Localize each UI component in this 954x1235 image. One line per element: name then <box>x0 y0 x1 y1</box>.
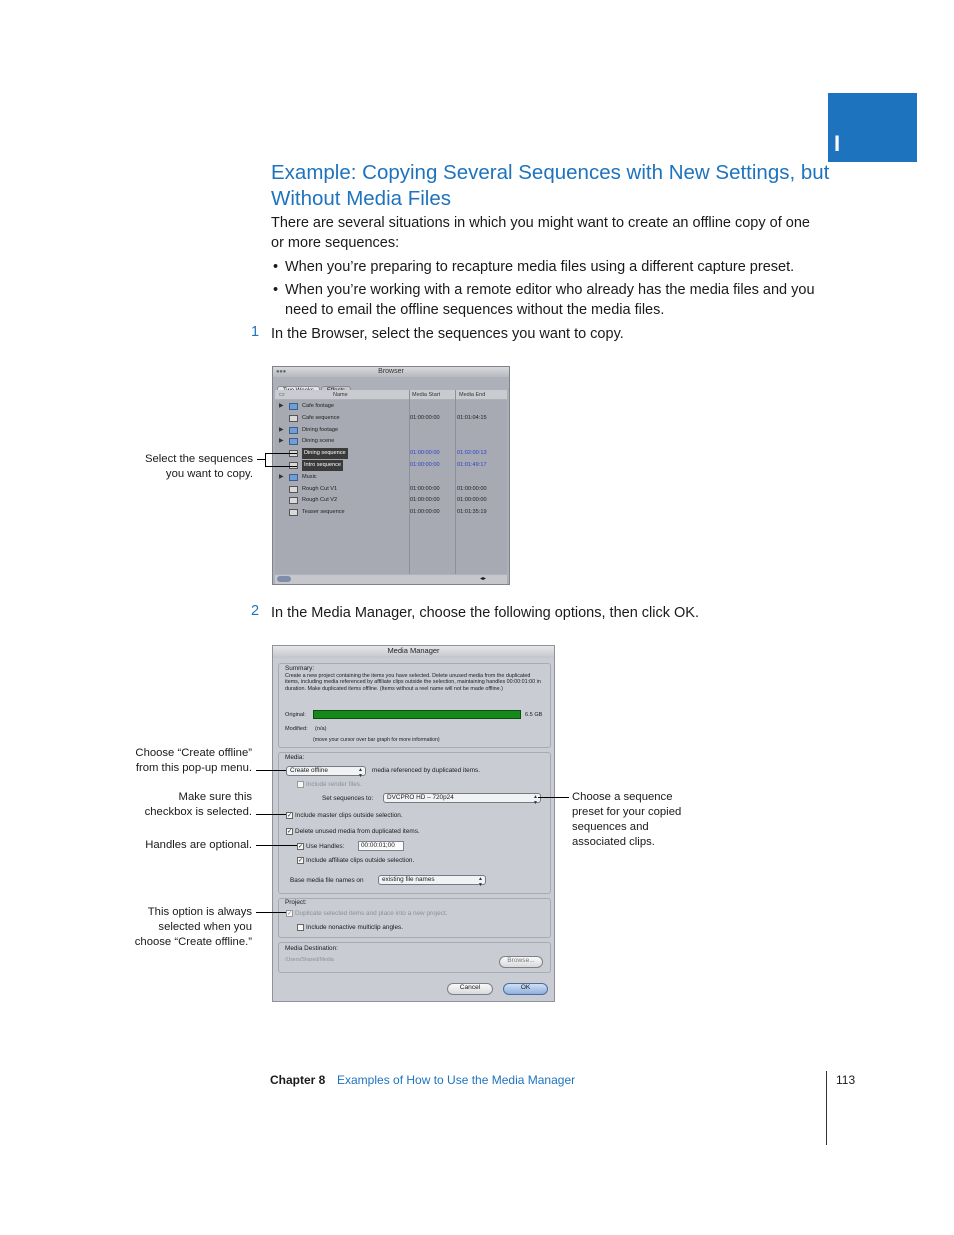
row-name: Rough Cut V2 <box>302 497 338 504</box>
leader-line <box>265 466 297 467</box>
leader-line <box>256 845 297 846</box>
chapter-tab-label: I <box>834 131 841 156</box>
callout-line: preset for your copied <box>572 806 682 818</box>
callout-line: Make sure this <box>178 791 252 803</box>
column-divider <box>409 390 410 574</box>
row-media-start: 01:00:00:00 <box>410 485 440 492</box>
browser-column-header <box>275 390 507 399</box>
column-media-end[interactable]: Media End <box>459 392 486 398</box>
disclosure-triangle-icon[interactable]: ▶ <box>279 473 284 480</box>
row-media-end: 01:00:00:00 <box>457 485 487 492</box>
step-number-1: 1 <box>251 324 260 340</box>
browser-row[interactable] <box>275 448 507 459</box>
page-number: 113 <box>836 1073 856 1087</box>
browser-row[interactable] <box>275 472 507 483</box>
browser-row[interactable] <box>275 436 507 447</box>
summary-label: Summary: <box>285 665 315 672</box>
include-affiliate-label: Include affiliate clips outside selection. <box>306 857 415 864</box>
callout-make-sure <box>100 790 252 820</box>
media-label: Media: <box>285 754 305 761</box>
bullet-dot-2: • <box>273 282 279 298</box>
browser-title: Browser <box>273 367 509 377</box>
leader-bracket <box>265 453 266 466</box>
leader-line <box>256 912 286 913</box>
include-master-checkbox[interactable]: ✓ <box>287 813 293 819</box>
sequence-icon <box>289 509 298 516</box>
callout-handles <box>100 838 252 853</box>
ok-button[interactable]: OK <box>503 983 548 995</box>
use-handles-checkbox[interactable]: ✓ <box>298 844 304 850</box>
callout-line: checkbox is selected. <box>144 806 252 818</box>
row-media-end: 01:01:49:17 <box>457 462 487 468</box>
original-label: Original: <box>285 712 306 718</box>
include-master-label: Include master clips outside selection. <box>295 812 403 819</box>
media-manager-dialog <box>272 645 555 1002</box>
include-nonactive-checkbox[interactable] <box>297 924 304 931</box>
bin-folder-icon <box>289 438 298 445</box>
browser-row[interactable] <box>275 507 507 518</box>
footer-chapter-title[interactable]: Examples of How to Use the Media Manager <box>337 1073 576 1087</box>
modified-value: (n/a) <box>315 726 327 732</box>
modified-label: Modified: <box>285 726 308 732</box>
leader-line <box>538 797 569 798</box>
sequence-preset-popup[interactable] <box>383 793 541 806</box>
callout-select-sequences <box>120 452 253 482</box>
delete-unused-checkbox[interactable]: ✓ <box>287 829 293 835</box>
browser-row[interactable] <box>275 413 507 424</box>
scroll-arrows-icon[interactable]: ◂▸ <box>480 576 487 582</box>
step-text-1: In the Browser, select the sequences you want to copy. <box>271 326 624 342</box>
sequence-icon <box>289 497 298 504</box>
header-icon: ▭ <box>279 392 285 398</box>
bin-folder-icon <box>289 474 298 481</box>
disclosure-triangle-icon[interactable]: ▶ <box>279 438 284 445</box>
sequence-preset-value: DVCPRO HD – 720p24 <box>387 794 454 801</box>
media-mode-suffix: media referenced by duplicated items. <box>372 767 480 774</box>
include-render-label: Include render files. <box>306 781 362 788</box>
callout-line: sequences and <box>572 821 649 833</box>
sequence-icon <box>289 486 298 493</box>
callout-line: Choose a sequence <box>572 791 673 803</box>
use-handles-label: Use Handles: <box>306 843 345 850</box>
leader-line <box>256 770 286 771</box>
step-text-2: In the Media Manager, choose the following options, then click OK. <box>271 605 699 621</box>
original-size-bar[interactable] <box>313 710 521 719</box>
browser-tab-bar <box>277 379 352 389</box>
footer-chapter: Chapter 8 <box>270 1073 326 1087</box>
bar-graph-hint: (move your cursor over bar graph for more information) <box>313 737 440 743</box>
section-heading: Example: Copying Several Sequences with New Settings, but Without Media Files <box>271 161 830 210</box>
row-media-end: 01:01:04:15 <box>457 414 487 421</box>
sequence-icon <box>289 415 298 422</box>
summary-text: Create a new project containing the items you have selected. Delete unused media from the duplicated items, including media referenced by affiliate clips outside the selection, maintaining handles 00:00:01:00 in duration. Make duplicated items offline. (Items without a reel name will not be made offline.) <box>285 673 541 692</box>
bullet-item-1: When you’re preparing to recapture media files using a different capture preset. <box>285 259 795 275</box>
row-name: Teaser sequence <box>302 509 345 516</box>
row-name: Dining sequence <box>302 448 348 459</box>
bullet-item-2: When you’re working with a remote editor who already has the media files and you need to email the offline sequences without the media files. <box>285 282 815 318</box>
bullet-dot-1: • <box>273 259 279 275</box>
media-mode-value: Create offline <box>290 767 328 774</box>
browser-item-list <box>275 400 507 574</box>
callout-line: selected when you <box>158 921 252 933</box>
bin-folder-icon <box>289 403 298 410</box>
browser-row[interactable] <box>275 495 507 506</box>
row-name: Dining footage <box>302 426 339 433</box>
original-size: 6.5 GB <box>525 712 543 718</box>
footer-divider <box>826 1071 827 1145</box>
browser-row[interactable] <box>275 460 507 471</box>
browser-window <box>272 366 510 585</box>
destination-path: /Users/Shared/Media <box>285 957 334 963</box>
destination-label: Media Destination: <box>285 945 338 952</box>
cancel-button[interactable]: Cancel <box>447 983 493 995</box>
popup-arrow-icon: ▲ ▼ <box>478 876 483 888</box>
handles-field[interactable]: 00:00:01;00 <box>358 841 404 851</box>
duplicate-items-checkbox[interactable]: ✓ <box>287 911 293 917</box>
callout-line: you want to copy. <box>165 468 253 480</box>
browser-row[interactable] <box>275 401 507 412</box>
project-group <box>278 898 551 938</box>
disclosure-triangle-icon[interactable]: ▶ <box>279 403 284 409</box>
callout-line: from this pop-up menu. <box>135 762 252 774</box>
scroll-thumb[interactable] <box>277 576 291 582</box>
row-media-start: 01:00:00:00 <box>410 462 440 468</box>
chapter-tab <box>828 93 917 162</box>
callout-create-offline <box>100 746 252 776</box>
row-name: Rough Cut V1 <box>302 485 338 492</box>
delete-unused-label: Delete unused media from duplicated items. <box>295 828 420 835</box>
row-name: Intro sequence <box>302 460 343 471</box>
step-number-2: 2 <box>251 603 260 619</box>
row-media-start: 01:00:00:00 <box>410 497 440 504</box>
callout-always-selected <box>100 905 252 950</box>
column-media-start[interactable]: Media Start <box>412 392 441 398</box>
row-name: Music <box>302 473 317 480</box>
include-render-checkbox[interactable] <box>297 781 304 788</box>
column-divider <box>455 390 456 574</box>
intro-paragraph: There are several situations in which you might want to create an offline copy of one or more sequences: <box>271 215 810 251</box>
base-names-value: existing file names <box>382 876 435 883</box>
popup-arrow-icon: ▲ ▼ <box>358 767 363 779</box>
include-affiliate-checkbox[interactable]: ✓ <box>298 858 304 864</box>
column-name[interactable]: Name <box>333 392 348 398</box>
row-name: Cafe footage <box>302 403 335 409</box>
row-media-end: 01:02:00:13 <box>457 450 487 457</box>
horizontal-scrollbar[interactable] <box>275 575 507 584</box>
callout-line: This option is always <box>147 906 252 918</box>
row-name: Cafe sequence <box>302 414 340 421</box>
base-names-popup[interactable] <box>378 875 486 888</box>
row-media-end: 01:00:00:00 <box>457 497 487 504</box>
row-media-start: 01:00:00:00 <box>410 450 440 457</box>
callout-line: Choose “Create offline” <box>135 747 252 759</box>
set-sequences-label: Set sequences to: <box>322 795 374 802</box>
duplicate-items-label: Duplicate selected items and place into a new project. <box>295 910 448 917</box>
disclosure-triangle-icon[interactable]: ▶ <box>279 426 284 433</box>
callout-line: associated clips. <box>572 836 655 848</box>
row-name: Dining scene <box>302 438 335 445</box>
include-nonactive-label: Include nonactive multiclip angles. <box>306 924 403 931</box>
popup-arrow-icon: ▲ ▼ <box>533 794 538 806</box>
project-label: Project: <box>285 899 307 906</box>
base-names-label: Base media file names on <box>290 877 364 884</box>
browse-button[interactable]: Browse... <box>499 956 543 968</box>
media-mode-popup[interactable] <box>286 766 366 779</box>
row-media-start: 01:00:00:00 <box>410 509 440 516</box>
callout-sequence-preset <box>572 790 712 850</box>
row-media-end: 01:01:35:19 <box>457 509 487 516</box>
callout-line: choose “Create offline.” <box>134 936 252 948</box>
callout-line: Select the sequences <box>144 453 253 465</box>
leader-line <box>265 453 297 454</box>
leader-line <box>256 814 286 815</box>
browser-row[interactable] <box>275 425 507 436</box>
dialog-title: Media Manager <box>273 646 554 658</box>
row-media-start: 01:00:00:00 <box>410 414 440 421</box>
callout-line: Handles are optional. <box>145 839 252 851</box>
window-controls-icon[interactable]: ● ● ● <box>276 369 286 375</box>
browser-row[interactable] <box>275 484 507 495</box>
bin-folder-icon <box>289 427 298 434</box>
